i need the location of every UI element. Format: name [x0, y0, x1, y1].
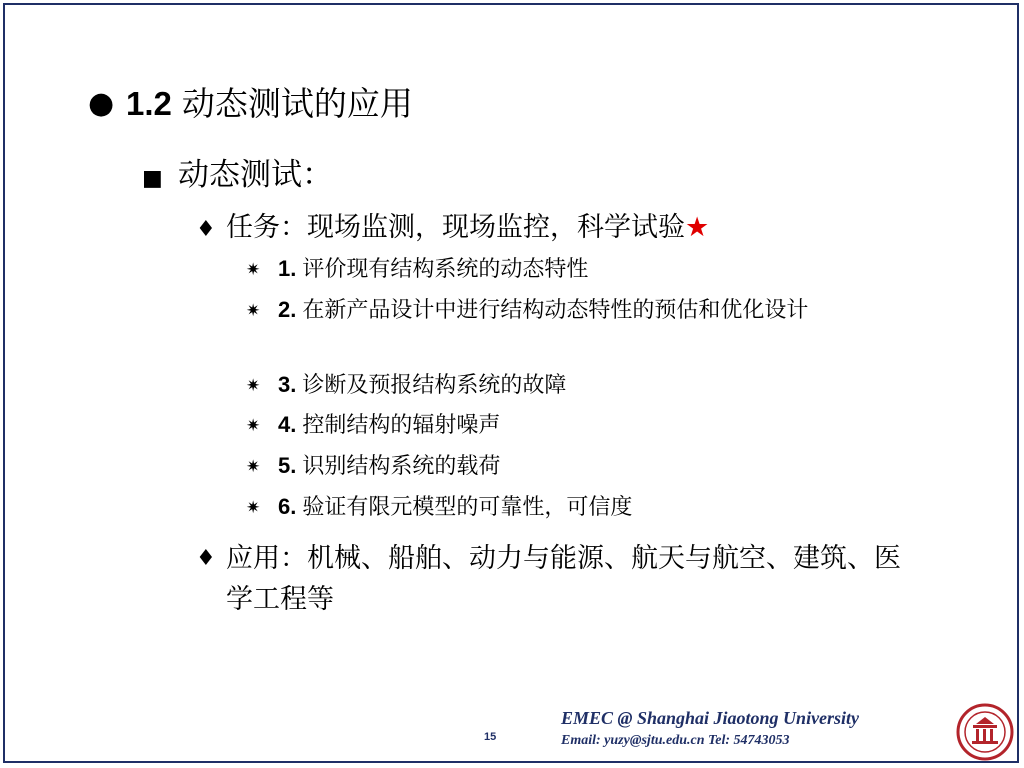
asterisk-icon: ✷	[246, 457, 261, 477]
item-text: 控制结构的辐射噪声	[302, 413, 501, 438]
star-icon: ★	[685, 212, 710, 243]
list-item	[246, 408, 918, 443]
item-number: 6.	[278, 494, 297, 519]
heading-text: 动态测试的应用	[181, 84, 413, 123]
item-text: 在新产品设计中进行结构动态特性的预估和优化设计	[302, 298, 809, 323]
list-item	[246, 368, 918, 403]
asterisk-icon: ✷	[246, 260, 261, 280]
item-text: 验证有限元模型的可靠性，可信度	[302, 495, 633, 520]
item-number: 4.	[278, 412, 297, 437]
black-square-icon: ■	[142, 166, 163, 191]
item-number: 5.	[278, 453, 297, 478]
diamond-icon: ♦	[196, 217, 216, 242]
item-text: 识别结构系统的载荷	[302, 454, 501, 479]
heading-number: 1.2	[126, 85, 172, 122]
asterisk-icon: ✷	[246, 416, 261, 436]
page-number: 15	[484, 731, 497, 743]
task-text: 任务：现场监测，现场监控，科学试验	[226, 212, 685, 243]
application-row	[196, 538, 916, 620]
task-row	[196, 209, 709, 249]
footer-title: EMEC @ Shanghai Jiaotong University	[561, 708, 860, 728]
footer-contact: Email: yuzy@sjtu.edu.cn Tel: 54743053	[561, 733, 790, 748]
list-item	[246, 293, 878, 328]
list-item	[246, 449, 918, 484]
subheading-row	[142, 155, 333, 199]
item-number: 1.	[278, 256, 297, 281]
item-number: 3.	[278, 372, 297, 397]
heading-row	[88, 82, 413, 126]
list-item	[246, 490, 918, 525]
university-logo-icon	[956, 703, 1014, 761]
list-item	[246, 252, 918, 287]
item-text: 诊断及预报结构系统的故障	[302, 373, 567, 398]
black-circle-icon: ●	[88, 86, 115, 121]
application-text: 应用：机械、船舶、动力与能源、航天与航空、建筑、医学工程等	[226, 543, 901, 615]
asterisk-icon: ✷	[246, 376, 261, 396]
asterisk-icon: ✷	[246, 498, 261, 518]
subheading-text: 动态测试：	[178, 157, 333, 193]
asterisk-icon: ✷	[246, 301, 261, 321]
item-number: 2.	[278, 297, 297, 322]
diamond-icon: ♦	[196, 546, 216, 571]
item-text: 评价现有结构系统的动态特性	[302, 257, 589, 282]
